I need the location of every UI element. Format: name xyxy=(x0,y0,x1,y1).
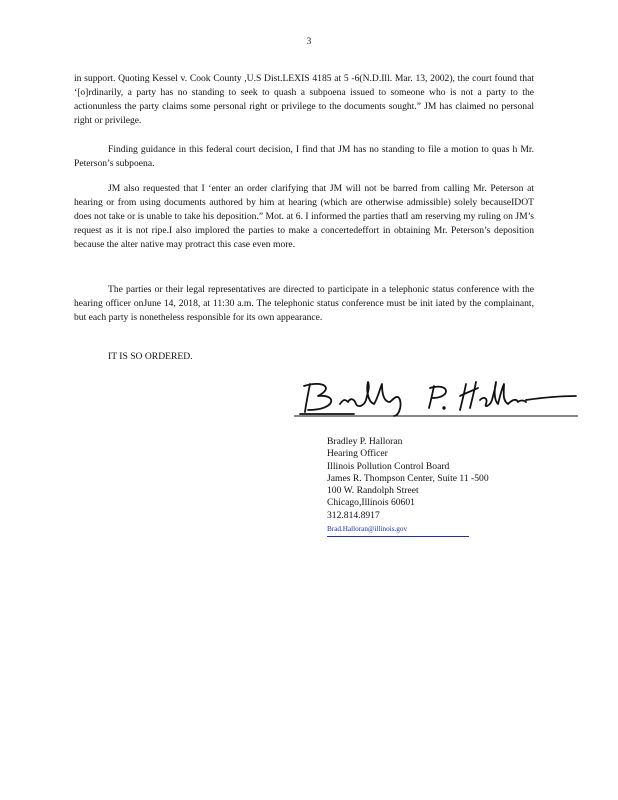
paragraph-3: JM also requested that I ‘enter an order clarifying that JM will not be barred from calling Mr. Peterson at hearing or from using documents authored by him at hearing (which are otherwise admissible) solely becauseIDOT does not take or is unable to take his deposition.” Mot. at 6. I informed the parties thatI am reserving my ruling on JM’s request as it is not ripe.I also implored the parties to make a concertedeffort in obtaining Mr. Peterson’s deposition because the alter native may protract this case even more. xyxy=(74,183,534,250)
closing-order: IT IS SO ORDERED. xyxy=(108,351,193,362)
paragraph-1: in support. Quoting Kessel v. Cook County ,U.S Dist.LEXIS 4185 at 5 -6(N.D.Ill. Mar. 13, 2002), the court found that ‘[o]rdinarily, a party has no standing to seek to quash a subpoena issued to someone who is not a party to the actionunless the party claims some personal right or privilege to the documents sought.” JM has claimed no personal right or privilege. xyxy=(74,73,534,126)
phone-number: 312.814.8917 xyxy=(327,509,380,521)
officer-name: Bradley P. Halloran xyxy=(327,436,403,447)
officer-title: Hearing Officer xyxy=(327,448,388,460)
paragraph-2: Finding guidance in this federal court decision, I find that JM has no standing to file a motion to quas h Mr. Peterson’s subpoena. xyxy=(74,144,534,169)
signature-block xyxy=(327,436,489,537)
email-link[interactable]: Brad.Halloran@illinois.gov xyxy=(327,523,469,537)
paragraph-4: The parties or their legal representatives are directed to participate in a telephonic status conference with the hearing officer onJune 14, 2018, at 11:30 a.m. The telephonic status conference must be init iated by the complainant, but each party is nonetheless responsible for its own appearance. xyxy=(74,284,534,323)
signature-image xyxy=(294,378,578,418)
building-address: James R. Thompson Center, Suite 11 -500 xyxy=(327,472,489,484)
city-address: Chicago,Illinois 60601 xyxy=(327,497,415,509)
agency-name: Illinois Pollution Control Board xyxy=(327,460,450,472)
street-address: 100 W. Randolph Street xyxy=(327,485,419,497)
page-number: 3 xyxy=(306,36,312,46)
